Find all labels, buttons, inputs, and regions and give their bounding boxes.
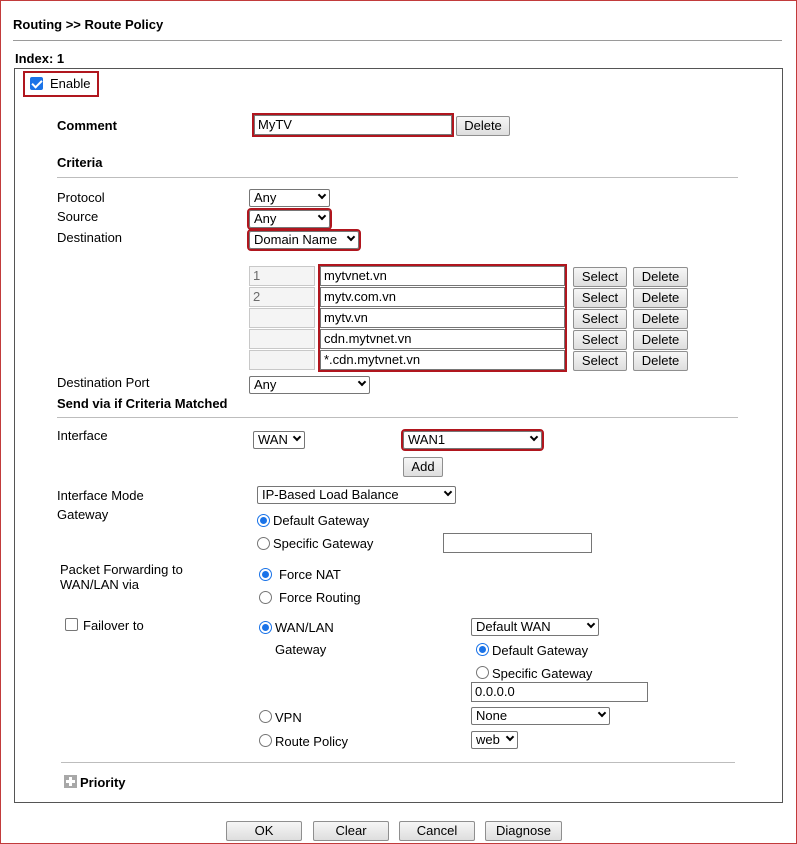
send-via-divider [57, 417, 738, 418]
interface-wan-value: WAN1 [408, 432, 446, 447]
route-policy-panel [14, 68, 783, 803]
interface-label: Interface [57, 428, 108, 443]
route-policy-select[interactable] [471, 731, 518, 749]
route-policy-label: Route Policy [275, 734, 348, 749]
diagnose-button[interactable]: Diagnose [485, 821, 562, 841]
failover-specific-gateway-label: Specific Gateway [492, 666, 593, 681]
domain-select-button[interactable]: Select [573, 351, 627, 371]
enable-checkbox[interactable] [30, 77, 43, 90]
enable-checkbox-group[interactable] [25, 73, 97, 95]
domain-input[interactable]: mytv.vn [320, 308, 565, 328]
domain-input[interactable]: cdn.mytvnet.vn [320, 329, 565, 349]
wan-lan-label: WAN/LAN [275, 620, 334, 635]
domain-index-field: 1 [249, 266, 315, 286]
chevron-down-icon [318, 212, 326, 220]
send-via-title: Send via if Criteria Matched [57, 396, 228, 411]
domain-select-button[interactable]: Select [573, 288, 627, 308]
destination-port-value: Any [254, 377, 277, 392]
clear-button[interactable]: Clear [313, 821, 389, 841]
priority-divider [61, 762, 735, 763]
interface-wan-select[interactable] [403, 431, 542, 449]
protocol-select[interactable] [249, 189, 330, 207]
chevron-down-icon [598, 709, 606, 717]
vpn-radio[interactable] [259, 710, 272, 723]
title-divider [13, 40, 782, 41]
domain-input[interactable]: *.cdn.mytvnet.vn [320, 350, 565, 370]
domain-select-button[interactable]: Select [573, 267, 627, 287]
enable-label: Enable [50, 76, 91, 91]
chevron-down-icon [444, 488, 452, 496]
source-label: Source [57, 209, 99, 224]
specific-gateway-label: Specific Gateway [273, 536, 374, 551]
vpn-select[interactable] [471, 707, 610, 725]
comment-delete-button[interactable]: Delete [456, 116, 510, 136]
vpn-label: VPN [275, 710, 302, 725]
interface-mode-label: Interface Mode [57, 488, 144, 503]
comment-label: Comment [57, 118, 117, 133]
destination-select[interactable] [249, 231, 359, 249]
criteria-divider [57, 177, 738, 178]
force-routing-label: Force Routing [279, 590, 361, 605]
domain-delete-button[interactable]: Delete [633, 351, 688, 371]
specific-gateway-radio[interactable] [257, 537, 270, 550]
interface-type-select[interactable] [253, 431, 305, 449]
domain-index-field: 2 [249, 287, 315, 307]
domain-delete-button[interactable]: Delete [633, 288, 688, 308]
domain-select-button[interactable]: Select [573, 330, 627, 350]
domain-index-field [249, 329, 315, 349]
chevron-down-icon [358, 378, 366, 386]
default-gateway-radio[interactable] [257, 514, 270, 527]
source-select[interactable] [249, 210, 330, 228]
destination-value: Domain Name [254, 232, 338, 247]
packet-forwarding-label-line2: WAN/LAN via [60, 577, 139, 592]
failover-default-gateway-label: Default Gateway [492, 643, 589, 658]
interface-add-button[interactable]: Add [403, 457, 443, 477]
wan-lan-radio[interactable] [259, 621, 272, 634]
domain-input[interactable]: mytvnet.vn [320, 266, 565, 286]
chevron-down-icon [347, 233, 355, 241]
default-gateway-label: Default Gateway [273, 513, 370, 528]
route-policy-radio[interactable] [259, 734, 272, 747]
force-nat-label: Force NAT [279, 567, 341, 582]
failover-gateway-label: Gateway [275, 642, 327, 657]
chevron-down-icon [318, 191, 326, 199]
specific-gateway-input[interactable] [443, 533, 592, 553]
route-policy-value: web [476, 732, 500, 747]
destination-port-label: Destination Port [57, 375, 150, 390]
comment-input[interactable]: MyTV [254, 115, 452, 135]
failover-specific-gateway-radio[interactable] [476, 666, 489, 679]
failover-gateway-ip-input[interactable]: 0.0.0.0 [471, 682, 648, 702]
interface-mode-select[interactable] [257, 486, 456, 504]
chevron-down-icon [506, 733, 514, 741]
failover-default-gateway-radio[interactable] [476, 643, 489, 656]
packet-forwarding-label-line1: Packet Forwarding to [60, 562, 183, 577]
failover-wan-select[interactable] [471, 618, 599, 636]
domain-index-field [249, 350, 315, 370]
index-label: Index: 1 [15, 51, 65, 66]
destination-label: Destination [57, 230, 123, 245]
priority-label[interactable]: Priority [80, 775, 126, 790]
failover-label: Failover to [83, 618, 144, 633]
domain-delete-button[interactable]: Delete [633, 330, 688, 350]
page-title: Routing >> Route Policy [13, 17, 164, 32]
chevron-down-icon [293, 433, 301, 441]
failover-checkbox[interactable] [65, 618, 78, 631]
domain-input[interactable]: mytv.com.vn [320, 287, 565, 307]
domain-select-button[interactable]: Select [573, 309, 627, 329]
interface-type-value: WAN [258, 432, 288, 447]
domain-delete-button[interactable]: Delete [633, 267, 688, 287]
cancel-button[interactable]: Cancel [399, 821, 475, 841]
chevron-down-icon [530, 433, 538, 441]
domain-index-field [249, 308, 315, 328]
ok-button[interactable]: OK [226, 821, 302, 841]
domain-delete-button[interactable]: Delete [633, 309, 688, 329]
destination-port-select[interactable] [249, 376, 370, 394]
force-nat-radio[interactable] [259, 568, 272, 581]
force-routing-radio[interactable] [259, 591, 272, 604]
vpn-value: None [476, 708, 508, 723]
gateway-label: Gateway [57, 507, 109, 522]
protocol-value: Any [254, 190, 277, 205]
source-value: Any [254, 211, 277, 226]
chevron-down-icon [587, 620, 595, 628]
interface-mode-value: IP-Based Load Balance [262, 487, 399, 502]
criteria-title: Criteria [57, 155, 103, 170]
failover-wan-value: Default WAN [476, 619, 551, 634]
protocol-label: Protocol [57, 190, 105, 205]
expand-plus-icon[interactable] [64, 775, 77, 788]
